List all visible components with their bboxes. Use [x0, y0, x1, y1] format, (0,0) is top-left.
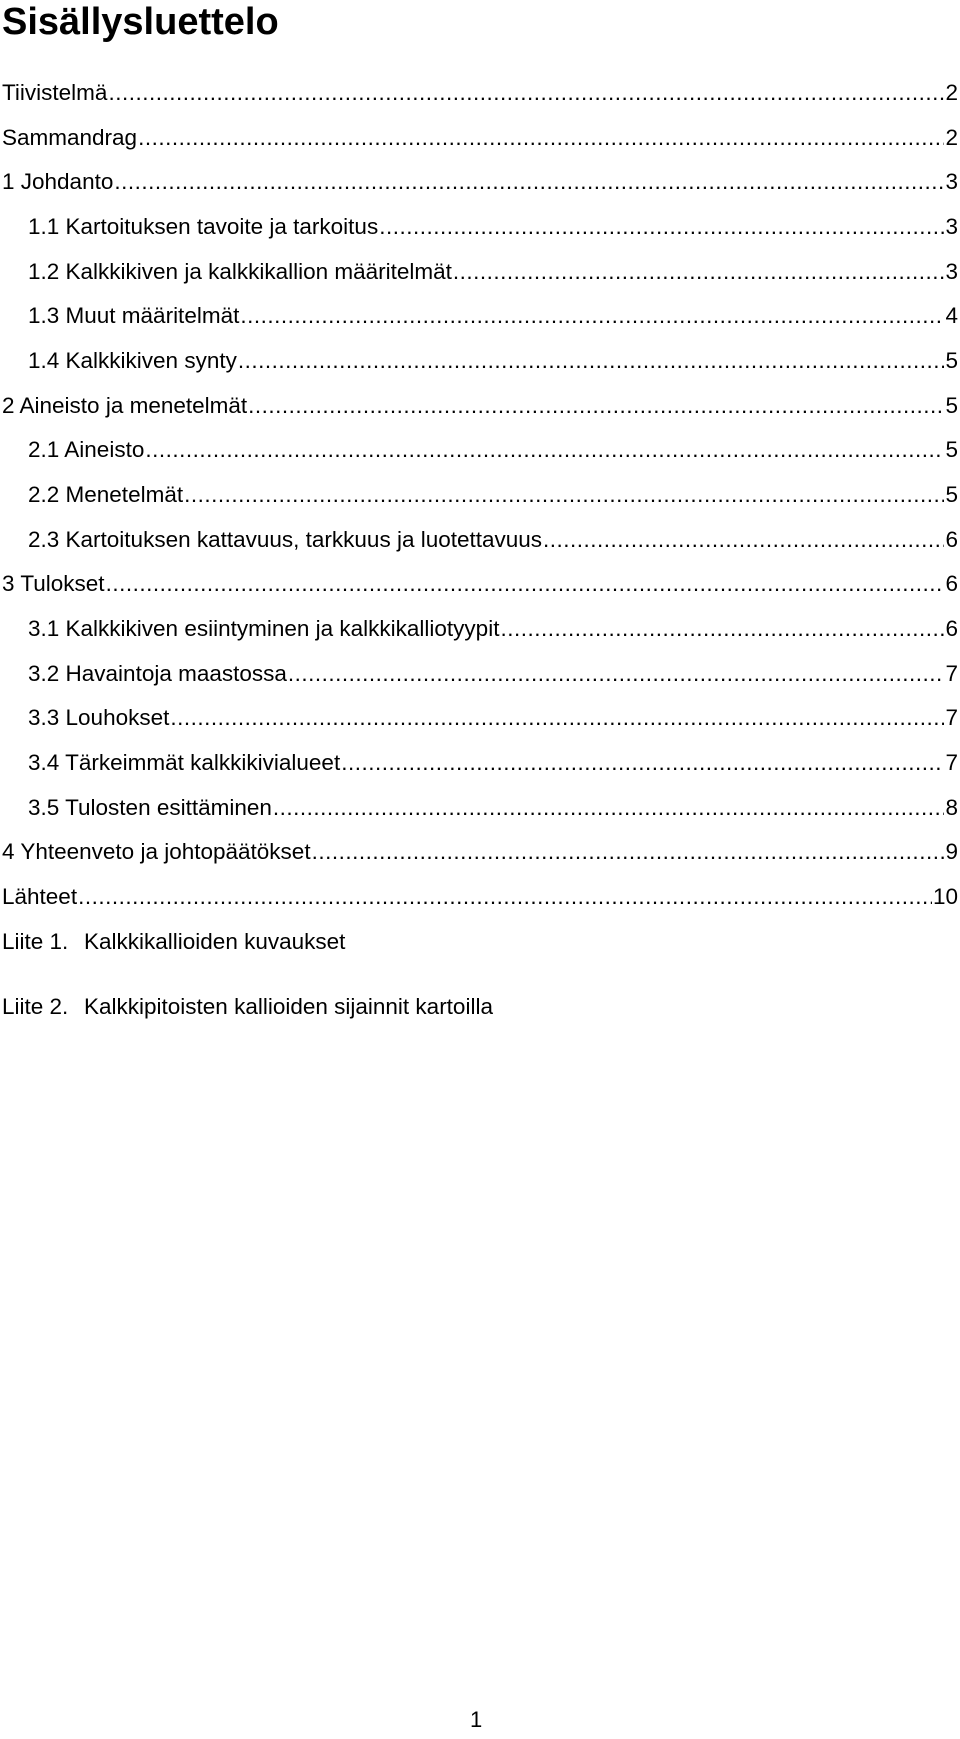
dot-leader	[273, 794, 945, 822]
toc-entry-title: 1.4 Kalkkikiven synty	[28, 348, 237, 373]
dot-leader	[379, 213, 944, 241]
toc-entry[interactable]	[2, 124, 958, 152]
toc-entry-page: 10	[932, 884, 958, 909]
toc-entry-page: 7	[945, 661, 958, 686]
dot-leader	[288, 660, 945, 688]
dot-leader	[341, 749, 944, 777]
toc-entry[interactable]	[28, 481, 958, 509]
appendix-entry[interactable]	[2, 993, 493, 1021]
toc-entry[interactable]	[28, 615, 958, 643]
toc-entry[interactable]	[2, 79, 958, 107]
toc-entry-page: 6	[945, 616, 958, 641]
toc-entry[interactable]	[2, 570, 958, 598]
toc-entry-title: 3.4 Tärkeimmät kalkkikivialueet	[28, 750, 341, 775]
toc-entry-page: 5	[945, 437, 958, 462]
dot-leader	[500, 615, 944, 643]
toc-entry-title: Lähteet	[2, 884, 78, 909]
toc-entry-page: 6	[945, 571, 958, 596]
appendix-label: Liite 2.	[2, 994, 69, 1019]
toc-entry-title: 1.1 Kartoituksen tavoite ja tarkoitus	[28, 214, 379, 239]
toc-entry-page: 3	[945, 259, 958, 284]
toc-entry[interactable]	[28, 526, 958, 554]
dot-leader	[453, 258, 945, 286]
toc-entry-page: 3	[945, 214, 958, 239]
toc-entry[interactable]	[28, 660, 958, 688]
toc-entry-page: 7	[945, 750, 958, 775]
toc-entry[interactable]	[2, 883, 958, 911]
appendix-title: Kalkkipitoisten kallioiden sijainnit kartoilla	[84, 994, 493, 1019]
toc-entry-page: 2	[945, 80, 958, 105]
dot-leader	[145, 436, 944, 464]
toc-entry-page: 5	[945, 348, 958, 373]
toc-entry-page: 2	[945, 125, 958, 150]
dot-leader	[138, 124, 944, 152]
toc-entry-page: 4	[945, 303, 958, 328]
toc-entry-title: 2.1 Aineisto	[28, 437, 145, 462]
toc-entry-page: 5	[945, 393, 958, 418]
appendix-label: Liite 1.	[2, 929, 69, 954]
toc-entry[interactable]	[28, 258, 958, 286]
toc-entry-title: 1.2 Kalkkikiven ja kalkkikallion määritelmät	[28, 259, 452, 284]
toc-entry[interactable]	[28, 749, 958, 777]
toc-entry[interactable]	[28, 436, 958, 464]
toc-entry-title: Sammandrag	[2, 125, 138, 150]
dot-leader	[170, 704, 944, 732]
toc-entry-title: 4 Yhteenveto ja johtopäätökset	[2, 839, 311, 864]
toc-entry[interactable]	[28, 347, 958, 375]
toc-entry[interactable]	[28, 213, 958, 241]
dot-leader	[240, 302, 944, 330]
toc-entry-page: 9	[945, 839, 958, 864]
toc-entry[interactable]	[28, 704, 958, 732]
dot-leader	[238, 347, 945, 375]
toc-entry-title: 3 Tulokset	[2, 571, 105, 596]
toc-entry-page: 5	[945, 482, 958, 507]
appendix-title: Kalkkikallioiden kuvaukset	[84, 929, 346, 954]
toc-entry-title: 2.2 Menetelmät	[28, 482, 184, 507]
dot-leader	[248, 392, 944, 420]
appendix-entry[interactable]	[2, 928, 345, 956]
toc-entry-title: 1.3 Muut määritelmät	[28, 303, 240, 328]
toc-entry-title: Tiivistelmä	[2, 80, 108, 105]
toc-entry-title: 3.5 Tulosten esittäminen	[28, 795, 272, 820]
dot-leader	[106, 570, 945, 598]
page-title: Sisällysluettelo	[2, 1, 279, 43]
toc-entry[interactable]	[2, 838, 958, 866]
page-number: 1	[470, 1707, 483, 1732]
dot-leader	[108, 79, 944, 107]
toc-entry-title: 1 Johdanto	[2, 169, 114, 194]
toc-entry[interactable]	[28, 794, 958, 822]
toc-entry[interactable]	[2, 392, 958, 420]
toc-entry-title: 2.3 Kartoituksen kattavuus, tarkkuus ja luotettavuus	[28, 527, 543, 552]
toc-entry-page: 3	[945, 169, 958, 194]
toc-entry-page: 8	[945, 795, 958, 820]
toc-entry[interactable]	[28, 302, 958, 330]
toc-entry-title: 3.1 Kalkkikiven esiintyminen ja kalkkikalliotyypit	[28, 616, 500, 641]
toc-entry-title: 2 Aineisto ja menetelmät	[2, 393, 248, 418]
dot-leader	[184, 481, 944, 509]
dot-leader	[312, 838, 945, 866]
dot-leader	[114, 168, 944, 196]
toc-entry-title: 3.2 Havaintoja maastossa	[28, 661, 287, 686]
dot-leader	[543, 526, 944, 554]
toc-entry-page: 7	[945, 705, 958, 730]
toc-entry-page: 6	[945, 527, 958, 552]
toc-entry[interactable]	[2, 168, 958, 196]
dot-leader	[78, 883, 932, 911]
toc-entry-title: 3.3 Louhokset	[28, 705, 170, 730]
